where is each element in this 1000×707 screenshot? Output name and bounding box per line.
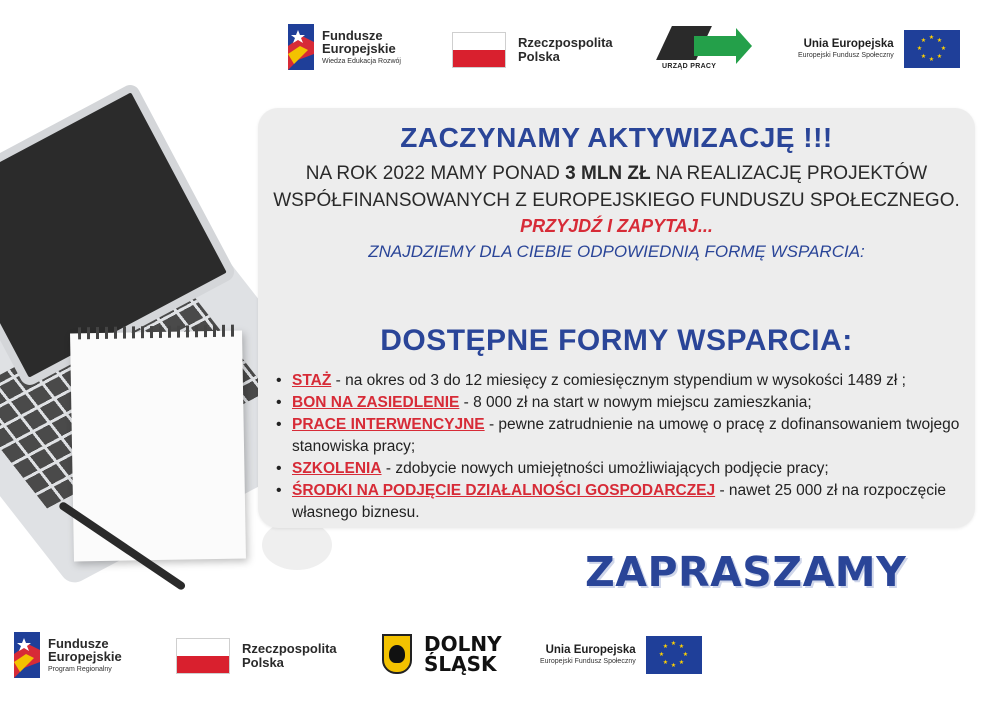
form-name: PRACE INTERWENCYJNE [292,416,485,433]
list-item [276,414,966,458]
cta-blue-text: ZNAJDZIEMY DLA CIEBIE ODPOWIEDNIĄ FORMĘ WSPARCIA: [368,242,865,261]
intro-line2: WSPÓŁFINANSOWANYCH Z EUROPEJSKIEGO FUNDUSZU SPOŁECZNEGO. [273,190,960,211]
fe-subtitle: Wiedza Edukacja Rozwój [322,57,401,65]
fe-title-line1: Fundusze [48,635,109,651]
fe-title-line2: Europejskie [322,41,396,57]
fe-subtitle: Program Regionalny [48,665,112,673]
ds-line2: ŚLĄSK [424,652,497,676]
eu-flag-icon: ★ ★ ★ ★ ★ ★ ★ ★ [904,30,960,68]
intro-amount: 3 MLN ZŁ [565,163,651,184]
form-name: STAŻ [292,372,332,389]
intro-before: NA ROK 2022 MAMY PONAD [305,163,566,184]
form-name: SZKOLENIA [292,460,382,477]
logo-unia-europejska-bottom [540,636,702,674]
page-title: ZACZYNAMY AKTYWIZACJĘ !!! [400,122,833,153]
support-forms-list [276,370,966,524]
form-desc: - zdobycie nowych umiejętności umożliwiających podjęcie pracy; [381,460,829,477]
ue-title: Unia Europejska [545,643,636,656]
logo-rzeczpospolita-top [452,32,613,68]
info-panel [258,108,975,528]
logo-dolny-slask [382,634,502,674]
dolny-slask-crest-icon [382,634,412,674]
ue-subtitle: Europejski Fundusz Społeczny [798,52,894,60]
form-desc: - nawet 25 000 zł na rozpoczęcie własnego biznesu. [292,482,947,521]
urzad-pracy-label: URZĄD PRACY [662,63,717,70]
ue-title: Unia Europejska [803,37,894,50]
intro-text [258,160,975,214]
list-item [276,392,966,414]
logo-unia-europejska-top [798,30,960,68]
fe-title-line1: Fundusze [322,27,383,43]
list-item [276,370,966,392]
fundusze-europejskie-icon [14,632,40,678]
invite-heading: ZAPRASZAMY [585,548,907,596]
eu-flag-icon: ★ ★ ★ ★ ★ ★ ★ ★ [646,636,702,674]
rp-line2: Polska [518,49,560,64]
form-desc: - na okres od 3 do 12 miesięcy z comiesięcznym stypendium w wysokości 1489 zł ; [331,372,906,389]
form-name: ŚRODKI NA PODJĘCIE DZIAŁALNOŚCI GOSPODARCZEJ [292,482,716,499]
fe-title-line2: Europejskie [48,649,122,665]
logo-fundusze-europejskie-bottom [14,632,122,678]
rp-line1: Rzeczpospolita [242,641,337,657]
logo-rzeczpospolita-bottom [176,638,337,674]
form-desc: - 8 000 zł na start w nowym miejscu zamieszkania; [459,394,812,411]
ue-subtitle: Europejski Fundusz Społeczny [540,658,636,666]
logo-urzad-pracy [658,24,750,70]
ds-line1: DOLNY [424,632,502,656]
list-item [276,458,966,480]
form-name: BON NA ZASIEDLENIE [292,394,460,411]
forms-heading: DOSTĘPNE FORMY WSPARCIA: [380,324,853,357]
form-desc: - pewne zatrudnienie na umowę o pracę z dofinansowaniem twojego stanowiska pracy; [292,416,960,455]
polish-flag-icon [176,638,230,674]
cta-red-text: PRZYJDŹ I ZAPYTAJ... [520,216,713,236]
logo-fundusze-europejskie-top [288,24,401,70]
intro-after: NA REALIZACJĘ PROJEKTÓW [650,163,928,184]
rp-line1: Rzeczpospolita [518,35,613,51]
polish-flag-icon [452,32,506,68]
urzad-pracy-icon [658,24,750,70]
rp-line2: Polska [242,655,284,670]
list-item [276,480,966,524]
fundusze-europejskie-icon [288,24,314,70]
